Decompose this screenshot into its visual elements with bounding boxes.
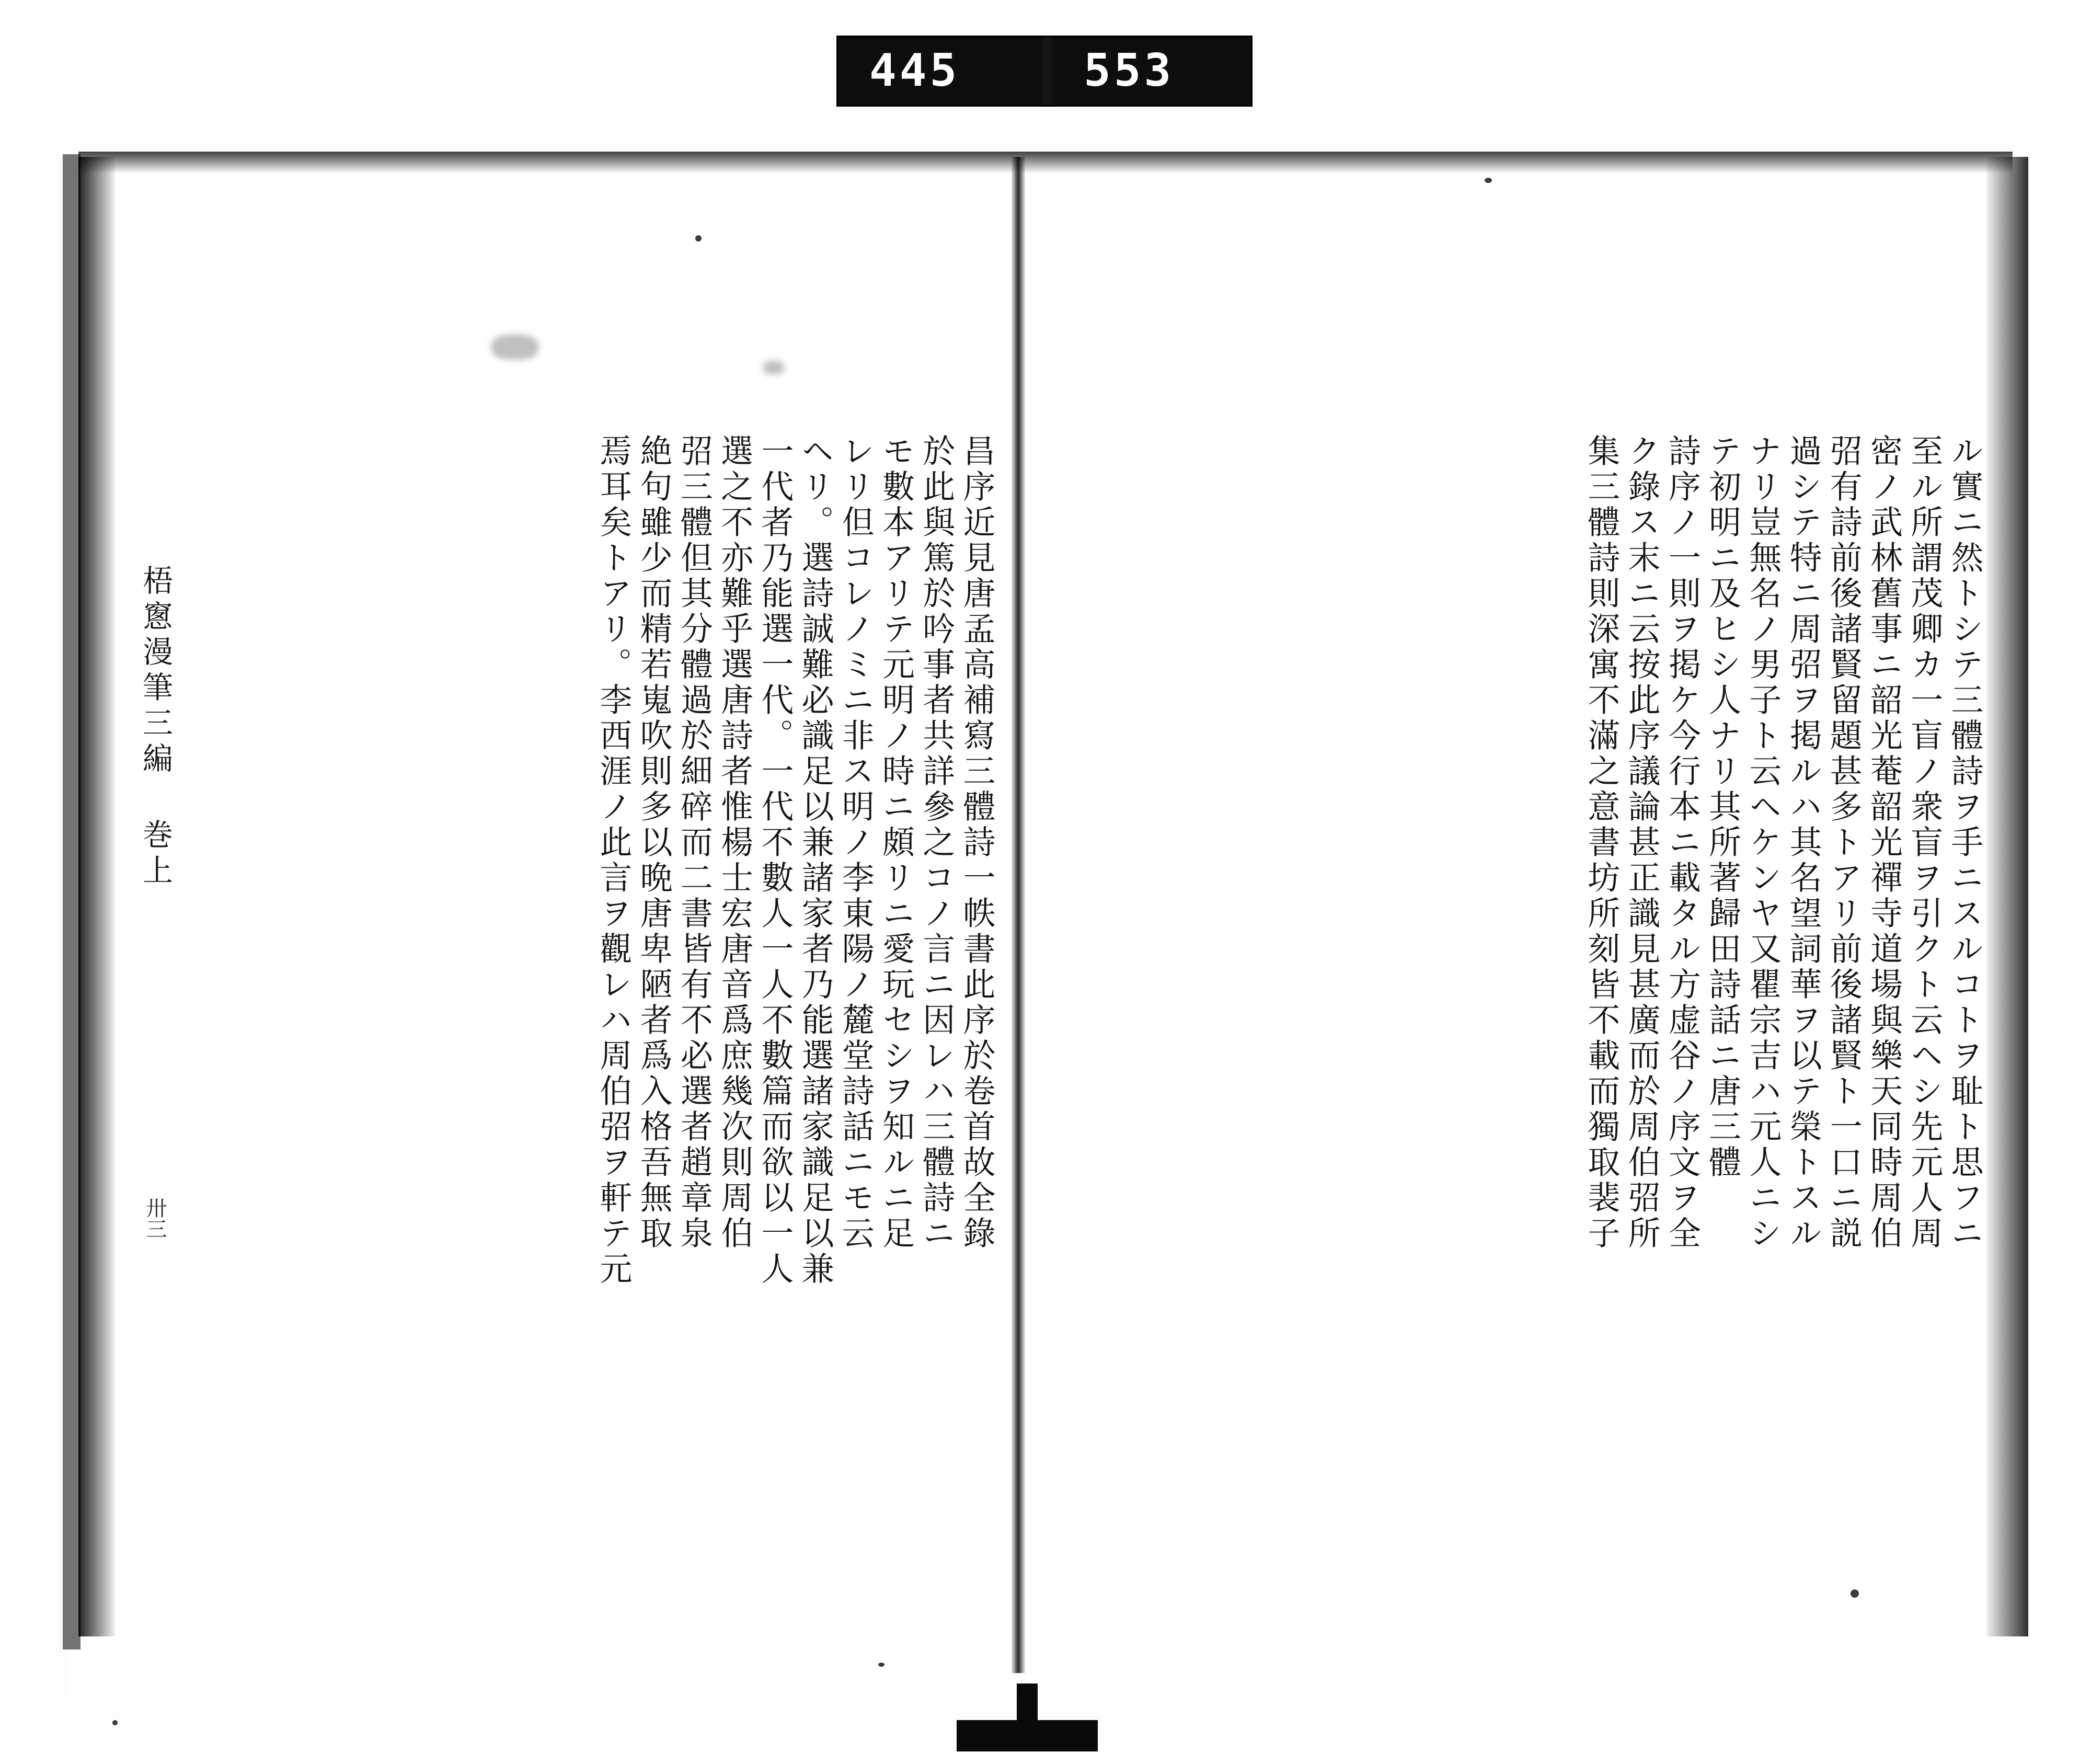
scan-smudge <box>491 335 538 360</box>
book-gutter <box>1012 157 1025 1673</box>
text-column: 於此與篤於吟事者共詳參之コノ言ニ因レハ三體詩ニ <box>917 434 956 1252</box>
text-column: 選之不亦難乎選唐詩者惟楊士宏唐音爲庶幾次則周伯 <box>715 434 754 1252</box>
folio-number: 卅三 <box>143 1197 167 1239</box>
text-column: 焉耳矣トアリ。李西涯ノ此言ヲ觀レハ周伯弨ヲ軒テ元 <box>594 434 633 1287</box>
text-column: モ數本アリテ元明ノ時ニ頗リニ愛玩セシヲ知ルニ足 <box>877 434 915 1252</box>
text-column: レリ但コレノミニ非ス明ノ李東陽ノ麓堂詩話ニモ云 <box>836 434 875 1252</box>
microfilm-frame-header <box>836 36 1253 107</box>
page-left-outer-edge <box>63 154 81 1650</box>
page-top-shadow <box>78 152 2013 174</box>
scan-speck <box>1485 178 1492 183</box>
text-column: 集三體詩則深寓不滿之意書坊所刻皆不載而獨取裴子 <box>1582 434 1621 1252</box>
left-page-text-block <box>125 434 996 1652</box>
scan-smudge <box>763 361 784 374</box>
film-bottom-marker-stem <box>1017 1683 1038 1722</box>
scan-speck <box>878 1663 884 1667</box>
film-bottom-marker <box>957 1720 1098 1751</box>
text-column: 密ノ武林舊事ニ韶光菴韶光禪寺道場與樂天同時周伯 <box>1865 434 1903 1252</box>
text-column: 昌序近見唐孟高補寫三體詩一帙書此序於卷首故全錄 <box>958 434 996 1252</box>
frame-number-left: 445 <box>869 44 960 97</box>
text-column: 至ル所謂茂卿カ一盲ノ衆盲ヲ引クト云ヘシ先元人周 <box>1905 434 1944 1252</box>
right-page-text-block <box>1046 434 1984 1652</box>
page-left-shadow <box>78 157 115 1636</box>
text-column: テ初明ニ及ヒシ人ナリ其所著歸田詩話ニ唐三體 <box>1703 434 1742 1181</box>
text-column: 一代者乃能選一代。一代不數人一人不數篇而欲以一人 <box>755 434 794 1287</box>
text-column: ナリ豈無名ノ男子ト云ヘケンヤ又瞿宗吉ハ元人ニシ <box>1743 434 1782 1252</box>
text-column: 弨有詩前後諸賢留題甚多トアリ前後諸賢ト一口ニ説 <box>1824 434 1863 1252</box>
frame-number-right: 553 <box>1084 44 1175 97</box>
scan-speck <box>112 1720 118 1725</box>
scan-speck <box>695 235 702 242</box>
text-column: ヘリ。選詩誠難必識足以兼諸家者乃能選諸家識足以兼 <box>796 434 835 1287</box>
text-column: ル實ニ然トシテ三體詩ヲ手ニスルコトヲ耻ト思フニ <box>1946 434 1984 1252</box>
text-column: 過シテ特ニ周弨ヲ掲ルハ其名望詞華ヲ以テ榮トスル <box>1784 434 1823 1252</box>
filmstrip-gap <box>1042 37 1052 105</box>
text-column: 絶句雖少而精若嵬吹則多以晩唐卑陋者爲入格吾無取 <box>635 434 673 1252</box>
page-right-shadow <box>1986 157 2028 1636</box>
scan-speck <box>1851 1589 1859 1598</box>
text-column: 詩序ノ一則ヲ掲ケ今行本ニ載タル方虚谷ノ序文ヲ全 <box>1663 434 1702 1252</box>
colophon-title: 梧窻漫筆三編 巻上 <box>137 565 173 890</box>
text-column: 弨三體但其分體過於細碎而二書皆有不必選者趙章泉 <box>675 434 714 1252</box>
text-column: ク錄ス末ニ云按此序議論甚正識見甚廣而於周伯弨所 <box>1623 434 1661 1252</box>
